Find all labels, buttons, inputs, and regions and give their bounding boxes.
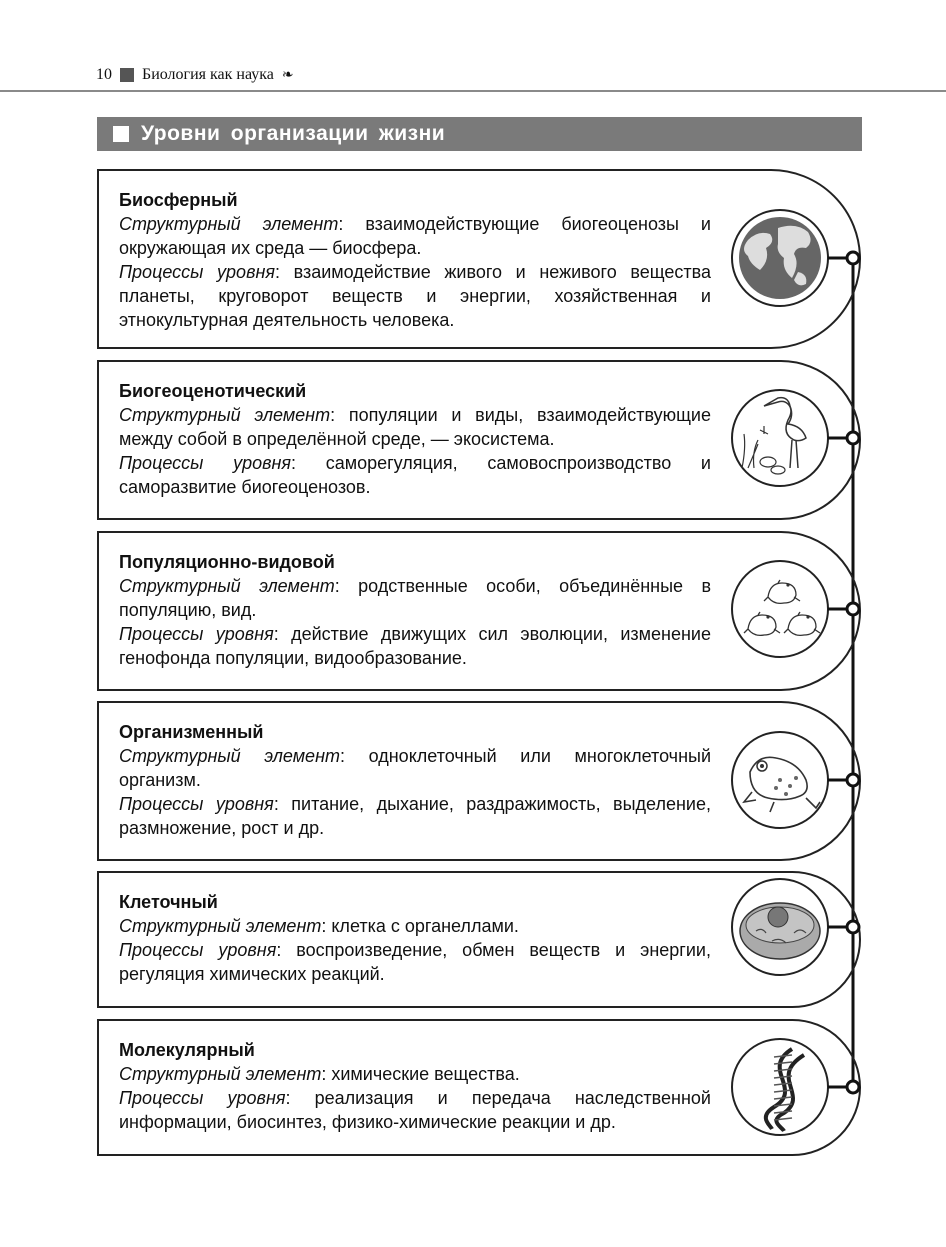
running-title: Биология как наука (142, 66, 274, 83)
page-number: 10 (96, 66, 112, 83)
icon-circle (732, 1039, 828, 1135)
icon-circle (732, 390, 828, 486)
connector-node (847, 603, 859, 615)
level-processes: Процессы уровня: саморегуляция, самовоспроизводство и саморазвитие биогеоценозов. (119, 453, 711, 497)
connector-node (847, 921, 859, 933)
processes-text: реализация и передача наследственной информации, биосинтез, физико-химические реакции и др. (119, 1088, 711, 1132)
leaf-icon: ❧ (281, 67, 294, 83)
level-title: Биогеоценотический (119, 381, 307, 401)
level-title: Биосферный (119, 190, 238, 210)
connector-node (847, 774, 859, 786)
level-title: Популяционно-видовой (119, 552, 335, 572)
processes-text: саморегуляция, самовоспроизводство и саморазвитие биогеоценозов. (119, 453, 711, 497)
level-structure: Структурный элемент: родственные особи, объединённые в популяцию, вид. (119, 576, 712, 620)
structure-text: химические вещества. (331, 1064, 520, 1084)
structure-text: взаимодействующие биогеоценозы и окружающая их среда — биосфера. (119, 214, 711, 258)
level-block (119, 890, 711, 986)
level-processes: Процессы уровня: воспроизведение, обмен веществ и энергии, регуляция химических реакций. (119, 940, 711, 984)
process-label: Процессы уровня (119, 1088, 286, 1108)
section-title: Уровни организации жизни (141, 122, 446, 145)
structure-label: Структурный элемент (119, 214, 339, 234)
level-structure: Структурный элемент: популяции и виды, взаимодействующие между собой в определённой среде, — экосистема. (119, 405, 711, 449)
structure-label: Структурный элемент (119, 405, 331, 425)
level-block (119, 188, 711, 332)
connector-node (847, 1081, 859, 1093)
level-processes: Процессы уровня: действие движущих сил эволюции, изменение генофонда популяции, видообразование. (119, 624, 711, 668)
level-block (119, 720, 711, 840)
structure-text: клетка с органеллами. (331, 916, 519, 936)
structure-label: Структурный элемент (119, 916, 322, 936)
structure-text: родственные особи, объединённые в популяцию, вид. (119, 576, 712, 620)
level-block (119, 379, 711, 499)
level-title: Организменный (119, 722, 264, 742)
level-processes: Процессы уровня: питание, дыхание, раздражимость, выделение, размножение, рост и др. (119, 794, 711, 838)
level-processes: Процессы уровня: взаимодействие живого и неживого вещества планеты, круговорот веществ и энергии, хозяйственная и этнокультурная деятельность человека. (119, 262, 711, 330)
structure-text: популяции и виды, взаимодействующие между собой в определённой среде, — экосистема. (119, 405, 711, 449)
level-structure: Структурный элемент: клетка с органеллами. (119, 916, 519, 936)
level-processes: Процессы уровня: реализация и передача наследственной информации, биосинтез, физико-химические реакции и др. (119, 1088, 711, 1132)
cell-icon (740, 903, 820, 959)
process-label: Процессы уровня (119, 624, 274, 644)
connector-node (847, 252, 859, 264)
processes-text: взаимодействие живого и неживого вещества планеты, круговорот веществ и энергии, хозяйственная и этнокультурная деятельность человека. (119, 262, 711, 330)
process-label: Процессы уровня (119, 262, 275, 282)
level-structure: Структурный элемент: одноклеточный или многоклеточный организм. (119, 746, 711, 790)
level-title: Клеточный (119, 892, 218, 912)
process-label: Процессы уровня (119, 794, 274, 814)
level-structure: Структурный элемент: взаимодействующие биогеоценозы и окружающая их среда — биосфера. (119, 214, 711, 258)
processes-text: действие движущих сил эволюции, изменение генофонда популяции, видообразование. (119, 624, 711, 668)
process-label: Процессы уровня (119, 453, 292, 473)
globe-icon (739, 217, 821, 299)
level-block (119, 550, 711, 670)
icon-circle (732, 561, 828, 657)
level-structure: Структурный элемент: химические вещества. (119, 1064, 520, 1084)
level-title: Молекулярный (119, 1040, 255, 1060)
structure-label: Структурный элемент (119, 746, 340, 766)
processes-text: питание, дыхание, раздражимость, выделение, размножение, рост и др. (119, 794, 711, 838)
structure-text: одноклеточный или многоклеточный организм. (119, 746, 711, 790)
process-label: Процессы уровня (119, 940, 277, 960)
processes-text: воспроизведение, обмен веществ и энергии, регуляция химических реакций. (119, 940, 711, 984)
connector-node (847, 432, 859, 444)
level-block (119, 1038, 711, 1134)
structure-label: Структурный элемент (119, 1064, 322, 1084)
structure-label: Структурный элемент (119, 576, 335, 596)
